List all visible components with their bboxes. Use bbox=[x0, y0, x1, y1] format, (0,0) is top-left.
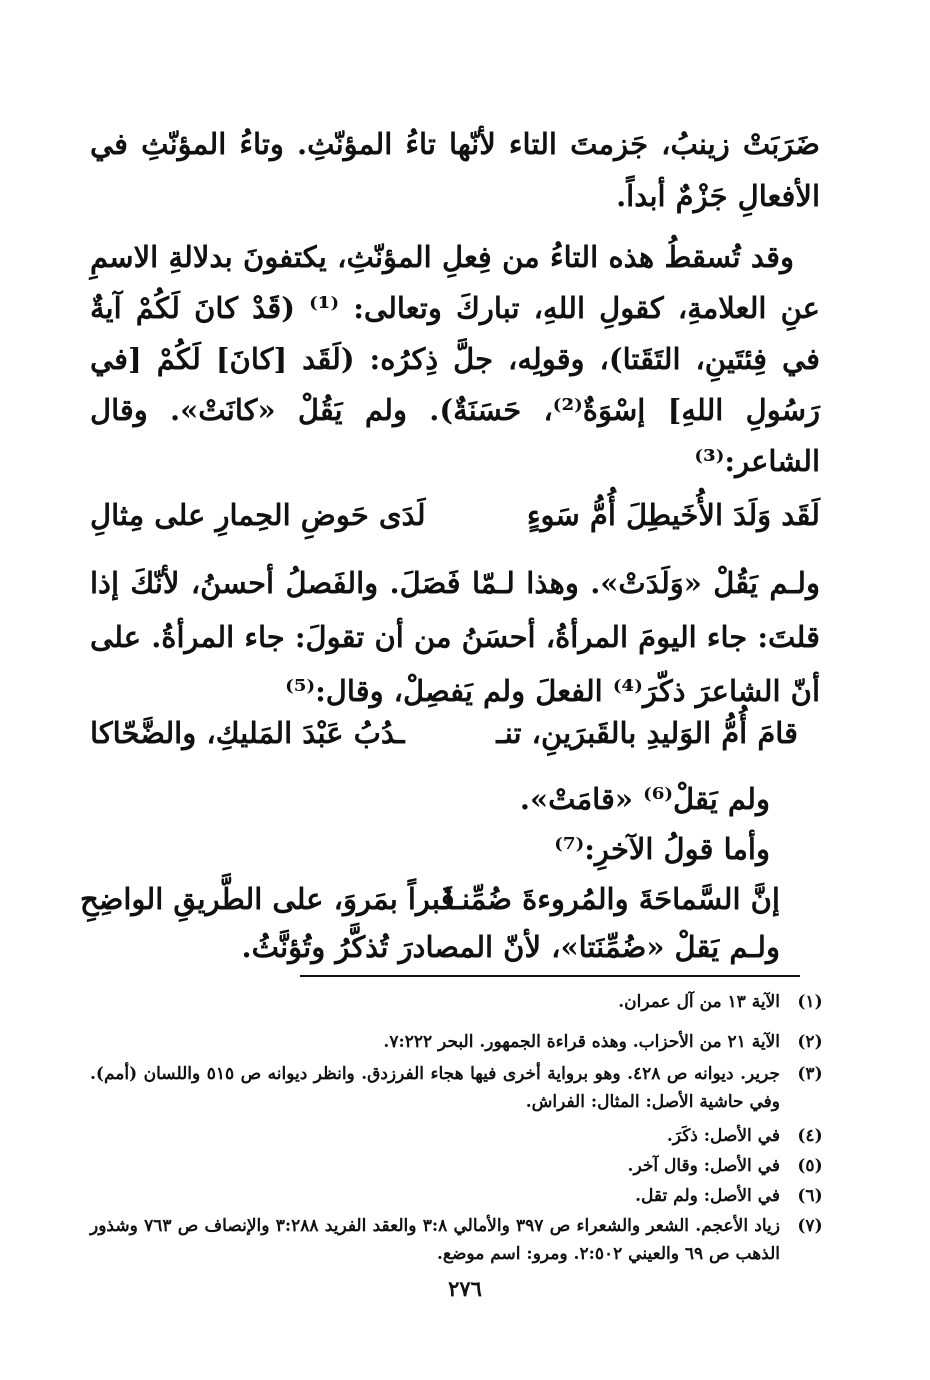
verse-2-second-hemistich: ـدُبُ عَبْدَ المَليكِ، والضَّحّاكا bbox=[90, 716, 405, 750]
verse-1 bbox=[90, 498, 820, 538]
footnote-4 bbox=[90, 1122, 823, 1150]
paragraph-1-text: ضَرَبَتْ زينبُ، جَزمتَ التاء لأنّها تاءُ المؤنّثِ. وتاءُ المؤنّثِ في الأفعالِ جَزْمٌ أبداً. bbox=[90, 127, 820, 213]
verse-2-first-hemistich: قامَ أُمُّ الوَليدِ بالقَبرَينِ، تنـ bbox=[496, 716, 798, 750]
footnote-1-number: (١) bbox=[797, 992, 823, 1012]
footnote-3 bbox=[90, 1060, 823, 1116]
footnote-separator bbox=[300, 975, 800, 977]
footnote-7-number: (٧) bbox=[797, 1216, 823, 1236]
footnote-3-number: (٣) bbox=[797, 1064, 823, 1084]
paragraph-3 bbox=[90, 556, 820, 718]
footnote-1 bbox=[90, 988, 823, 1016]
paragraph-3-text: ولـم يَقُلْ «وَلَدَتْ». وهذا لـمّا فَصَلَ. والفَصلُ أحسنُ، لأنّكَ إذا قلتَ: جاء اليومَ المرأةُ، أحسَنُ من أن تقولَ: جاء المرأةُ. على أنّ الشاعرَ ذكّرَ⁽⁴⁾ الفعلَ ولم يَفصِلْ، وقال:⁽⁵⁾ bbox=[90, 566, 820, 708]
verse-1-second-hemistich: لَدَى حَوضِ الحِمارِ على مِثالِ bbox=[90, 498, 426, 532]
paragraph-4-line-1: ولم يَقلْ⁽⁶⁾ «قامَتْ». bbox=[519, 782, 770, 816]
footnote-2 bbox=[90, 1028, 823, 1056]
footnote-5 bbox=[90, 1152, 823, 1180]
paragraph-4-line-2: وأما قولُ الآخرِ:⁽⁷⁾ bbox=[554, 832, 770, 866]
footnote-4-text: في الأصل: ذكَرَ. bbox=[666, 1126, 780, 1146]
footnote-2-number: (٢) bbox=[797, 1032, 823, 1052]
footnote-6 bbox=[90, 1182, 823, 1210]
paragraph-1 bbox=[90, 118, 820, 222]
paragraph-2-text: وقد تُسقطُ هذه التاءُ من فِعلِ المؤنّثِ، يكتفونَ بدلالةِ الاسمِ عنِ العلامةِ، كقولِ اللهِ، تباركَ وتعالى: ⁽¹⁾ (قَدْ كانَ لَكُمْ آيةٌ في فِئتَينِ، التَقَتا)، وقولِه، جلَّ ذِكرُه: (لَقَد [كانَ] لَكُمْ [في رَسُولِ اللهِ] إسْوَةٌ⁽²⁾، حَسَنَةٌ). ولم يَقُلْ «كانَتْ». وقال الشاعر:⁽³⁾ bbox=[90, 240, 820, 478]
verse-3-first-hemistich: إنَّ السَّماحَةَ والمُروءةَ ضُمِّنـا bbox=[444, 882, 780, 916]
footnote-2-text: الآية ٢١ من الأحزاب. وهذه قراءة الجمهور. البحر ٧:٢٢٢. bbox=[383, 1032, 780, 1052]
verse-1-first-hemistich: لَقَد وَلَدَ الأُخَيطِلَ أُمُّ سَوءٍ bbox=[526, 498, 820, 532]
footnote-6-text: في الأصل: ولم تقل. bbox=[635, 1186, 780, 1206]
footnote-1-text: الآية ١٣ من آل عمران. bbox=[618, 992, 780, 1012]
page-number: ٢٧٦ bbox=[448, 1276, 482, 1301]
paragraph-5: ولـم يَقلْ «ضُمِّنَتا»، لأنّ المصادرَ تُذكَّرُ وتُؤنَّثُ. bbox=[241, 930, 780, 964]
footnote-6-number: (٦) bbox=[797, 1186, 823, 1206]
footnote-5-text: في الأصل: وقال آخر. bbox=[627, 1156, 780, 1176]
footnote-4-number: (٤) bbox=[797, 1126, 823, 1146]
verse-2 bbox=[90, 716, 820, 756]
footnote-5-number: (٥) bbox=[797, 1156, 823, 1176]
footnote-7 bbox=[90, 1212, 823, 1268]
footnote-3-text: جرير. ديوانه ص ٤٢٨. وهو برواية أخرى فيها هجاء الفرزدق. وانظر ديوانه ص ٥١٥ واللسان (أمم). وفي حاشية الأصل: المثال: الفراش. bbox=[90, 1064, 781, 1112]
verse-3 bbox=[80, 882, 780, 922]
paragraph-2 bbox=[90, 232, 820, 487]
footnote-7-text: زياد الأعجم. الشعر والشعراء ص ٣٩٧ والأمالي ٣:٨ والعقد الفريد ٣:٢٨٨ والإنصاف ص ٧٦٣ وشذور الذهب ص ٦٩ والعيني ٢:٥٠٢. ومرو: اسم موضع. bbox=[90, 1216, 780, 1264]
verse-3-second-hemistich: قَبراً بمَروَ، على الطَّريقِ الواضِحِ bbox=[80, 882, 455, 916]
